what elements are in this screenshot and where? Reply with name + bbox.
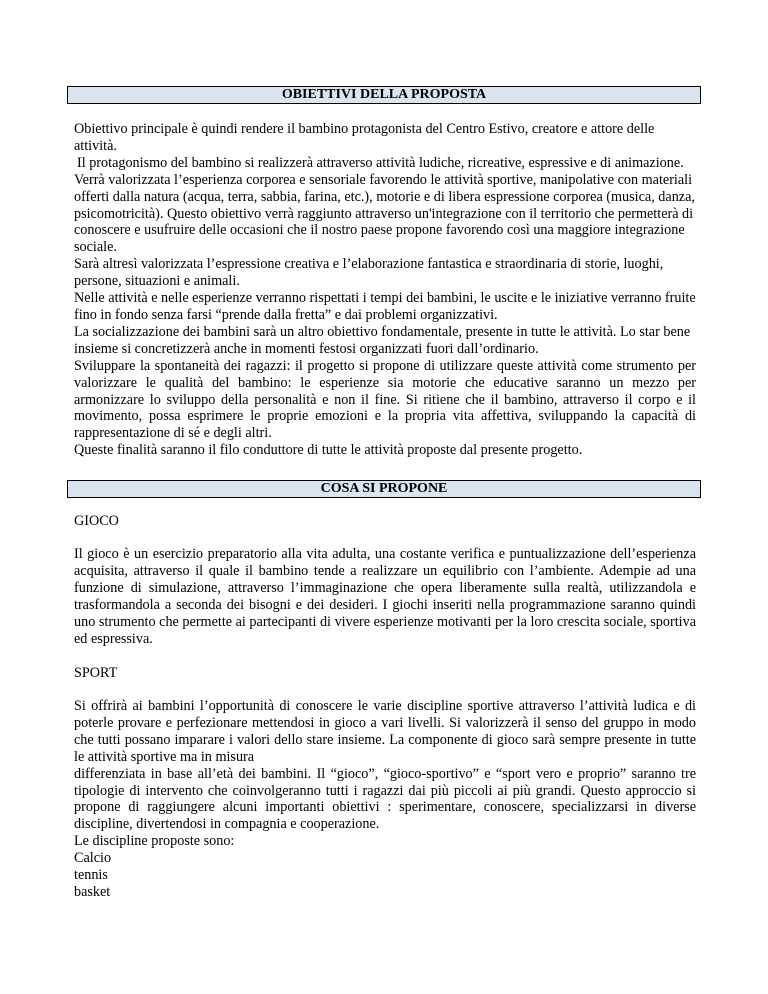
- paragraph: Sviluppare la spontaneità dei ragazzi: il progetto si propone di utilizzare queste attività come strumento per valorizzare le qualità del bambino: le esperienze sia motorie che educative saranno un mezzo per armonizzare lo sviluppo della personalità e non il fine. Si ritiene che il bambino, attraverso il corpo e il movimento, possa esprimere le proprie emozioni e la propria vita affettiva, sviluppando la capacità di rappresentazione di sé e degli altri.: [74, 357, 696, 442]
- sport-body: [74, 698, 696, 901]
- paragraph: Il protagonismo del bambino si realizzerà attraverso attività ludiche, ricreative, espressive e di animazione. Verrà valorizzata l’esperienza corporea e sensoriale favorendo le attività sportive, manipolative con materiali offerti dalla natura (acqua, terra, sabbia, farina, etc.), motorie e di libera espressione corporea (musica, danza, psicomotricità). Questo obiettivo verrà raggiunto attraverso un'integrazione con il territorio che permetterà di conoscere e usufruire delle occasioni che il nostro paese propone favorendo così una maggiore integrazione sociale.: [74, 154, 695, 256]
- obiettivi-body: [74, 121, 696, 459]
- paragraph: Il gioco è un esercizio preparatorio alla vita adulta, una costante verifica e puntualizzazione dell’esperienza acquisita, attraverso il quale il bambino tende a realizzare un equilibrio con l’ambiente. Adempie ad una funzione di simulazione, attraverso l’immaginazione che opera liberamente sulla realtà, utilizzandola e trasformandola a seconda dei bisogni e dei desideri. I giochi inseriti nella programmazione saranno quindi uno strumento che permette ai partecipanti di vivere esperienze motivanti per la loro crescita sociale, sportiva ed espressiva.: [74, 546, 696, 647]
- paragraph: Si offrirà ai bambini l’opportunità di conoscere le varie discipline sportive attraverso l’attività ludica e di poterle provare e perfezionare mettendosi in gioco a vari livelli. Si valorizzerà il senso del gruppo in modo che tutti possano imparare i valori dello stare insieme. La componente di gioco sarà sempre presente in tutte le attività sportive ma in misura: [74, 698, 696, 765]
- section-title: COSA SI PROPONE: [320, 481, 448, 496]
- section-heading-cosa-si-propone: [67, 480, 701, 498]
- discipline-item: Calcio: [74, 850, 112, 867]
- paragraph: Queste finalità saranno il filo conduttore di tutte le attività proposte dal presente progetto.: [74, 442, 583, 459]
- paragraph: Sarà altresì valorizzata l’espressione creativa e l’elaborazione fantastica e straordinaria di storie, luoghi, persone, situazioni e animali.: [74, 256, 664, 290]
- disciplines-intro: Le discipline proposte sono:: [74, 833, 235, 850]
- discipline-item: basket: [74, 883, 111, 900]
- section-title: OBIETTIVI DELLA PROPOSTA: [281, 87, 487, 102]
- sport-label: SPORT: [74, 665, 118, 681]
- paragraph: differenziata in base all’età dei bambini. Il “gioco”, “gioco-sportivo” e “sport vero e proprio” saranno tre tipologie di intervento che coinvolgeranno tutti i ragazzi dai più piccoli ai più grandi. Questo approccio si propone di raggiungere alcuni importanti obiettivi : sperimentare, conoscere, specializzarsi in diverse discipline, divertendosi in compagnia e cooperazione.: [74, 765, 696, 833]
- gioco-label: GIOCO: [74, 513, 119, 529]
- paragraph: Obiettivo principale è quindi rendere il bambino protagonista del Centro Estivo, creatore e attore delle attività.: [74, 121, 655, 154]
- gioco-body: [74, 546, 696, 647]
- paragraph: La socializzazione dei bambini sarà un altro obiettivo fondamentale, presente in tutte le attività. Lo star bene insieme si concretizzerà anche in momenti festosi organizzati fuori dall’ordinario.: [74, 323, 691, 357]
- paragraph: Nelle attività e nelle esperienze verranno rispettati i tempi dei bambini, le uscite e le iniziative verranno fruite fino in fondo senza farsi “prende dalla fretta” e dai problemi organizzativi.: [74, 290, 696, 323]
- section-heading-obiettivi: [67, 86, 701, 104]
- discipline-item: tennis: [74, 867, 108, 884]
